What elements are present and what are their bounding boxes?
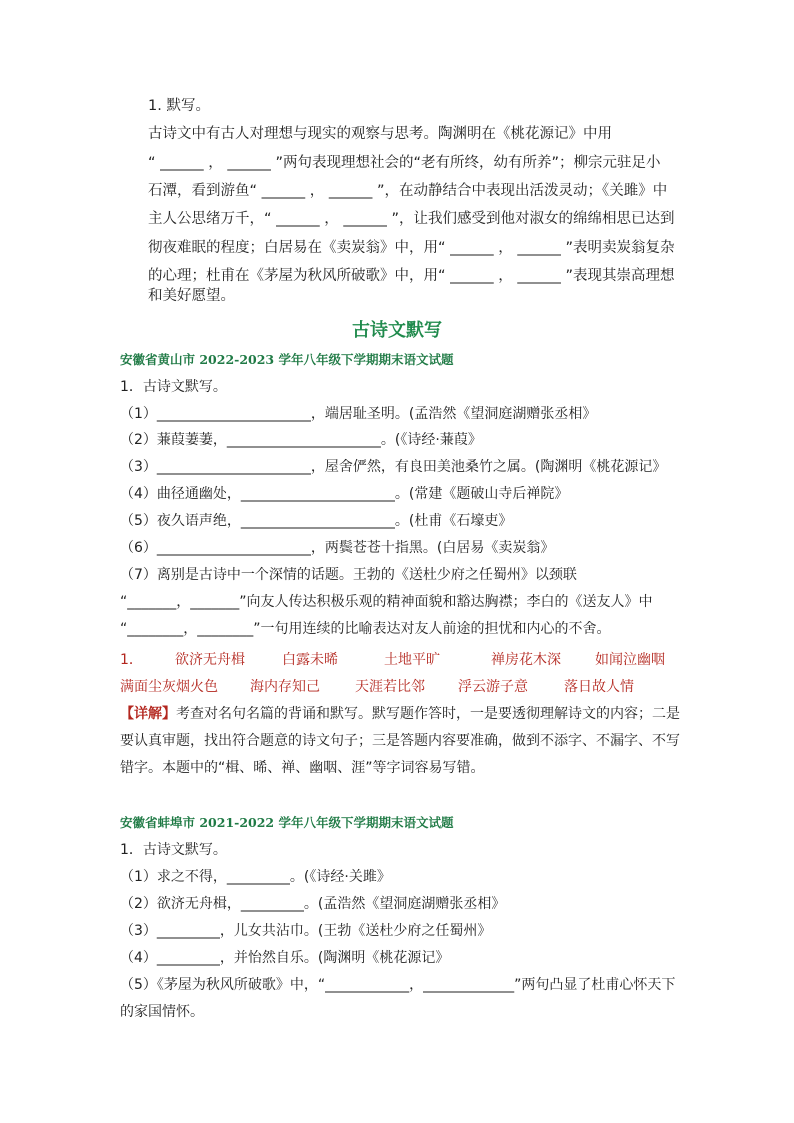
question-label: 1．古诗文默写。 xyxy=(120,842,227,858)
page-title: 古诗文默写 xyxy=(352,320,442,341)
detail-text: 考查对名句名篇的背诵和默写。默写题作答时，一是要透彻理解诗文的内容；二是 xyxy=(176,706,680,722)
fill-blank-item: （2）蒹葭萋萋，______________________。(《诗经·蒹葭》 xyxy=(120,432,482,448)
section-source-heading: 安徽省蚌埠市 2021-2022 学年八年级下学期期末语文试题 xyxy=(120,815,454,830)
answer-row xyxy=(120,650,665,670)
intro-question-heading: 1. 默写。 xyxy=(148,98,210,114)
section-source-heading: 安徽省黄山市 2022-2023 学年八年级下学期期末语文试题 xyxy=(120,352,454,367)
fill-blank-item: “_______，_______”向友人传达积极乐观的精神面貌和豁达胸襟；李白的《送友人》中 xyxy=(120,594,653,610)
intro-question-line: 石潭，看到游鱼“ ______ ， ______ ”，在动静结合中表现出活泼灵动；《关雎》中 xyxy=(148,183,668,199)
answer-item: 白露未晞 xyxy=(282,652,338,668)
fill-blank-item: （3）______________________，屋舍俨然，有良田美池桑竹之属。(陶渊明《桃花源记》 xyxy=(120,459,667,475)
answer-item: 天涯若比邻 xyxy=(355,679,425,695)
answer-item: 满面尘灰烟火色 xyxy=(120,679,218,695)
fill-blank-item: （4）曲径通幽处，______________________。(常建《题破山寺后禅院》 xyxy=(120,486,569,502)
intro-question-line: 主人公思绪万千，“ ______ ， ______ ”，让我们感受到他对淑女的绵绵相思已达到 xyxy=(148,211,675,227)
detail-paragraph-line xyxy=(120,704,680,724)
detail-tag: 【详解】 xyxy=(120,706,176,722)
fill-blank-item: （6）______________________，两鬓苍苍十指黑。(白居易《卖炭翁》 xyxy=(120,540,555,556)
fill-blank-item: “________，________”一句用连续的比喻表达对友人前途的担忧和内心的不舍。 xyxy=(120,621,611,637)
answer-item: 落日故人情 xyxy=(564,679,634,695)
intro-question-line: 古诗文中有古人对理想与现实的观察与思考。陶渊明在《桃花源记》中用 xyxy=(148,126,612,142)
answer-item: 如闻泣幽咽 xyxy=(595,652,665,668)
answer-number: 1． xyxy=(120,652,143,668)
question-label: 1．古诗文默写。 xyxy=(120,379,227,395)
intro-question-line: 彻夜难眠的程度；白居易在《卖炭翁》中，用“ ______ ， ______ ”表明卖炭翁复杂 xyxy=(148,240,675,256)
answer-item: 海内存知己 xyxy=(250,679,320,695)
fill-blank-item: （5）夜久语声绝，______________________。(杜甫《石壕吏》 xyxy=(120,513,513,529)
answer-item: 欲济无舟楫 xyxy=(175,652,245,668)
fill-blank-item: （3）_________，儿女共沾巾。(王勃《送杜少府之任蜀州》 xyxy=(120,923,492,939)
fill-blank-item: 的家国情怀。 xyxy=(120,1004,204,1020)
fill-blank-item: （2）欲济无舟楫，_________。(孟浩然《望洞庭湖赠张丞相》 xyxy=(120,896,506,912)
answer-item: 浮云游子意 xyxy=(458,679,528,695)
fill-blank-item: （1）______________________，端居耻圣明。(孟浩然《望洞庭湖赠张丞相》 xyxy=(120,406,597,422)
detail-paragraph-line: 错字。本题中的“楫、晞、禅、幽咽、涯”等字词容易写错。 xyxy=(120,760,485,776)
fill-blank-item: （1）求之不得，_________。(《诗经·关雎》 xyxy=(120,869,391,885)
fill-blank-item: （7）离别是古诗中一个深情的话题。王勃的《送杜少府之任蜀州》以颈联 xyxy=(120,567,577,583)
fill-blank-item: （5）《茅屋为秋风所破歌》中，“____________，_____________”两句凸显了杜甫心怀天下 xyxy=(120,977,676,993)
answer-row xyxy=(120,677,634,697)
answer-item: 土地平旷 xyxy=(384,652,440,668)
answer-item: 禅房花木深 xyxy=(491,652,561,668)
intro-question-line: “ ______ ， ______ ”两句表现理想社会的“老有所终，幼有所养”；柳宗元驻足小 xyxy=(148,155,661,171)
detail-paragraph-line: 要认真审题，找出符合题意的诗文句子；三是答题内容要准确，做到不添字、不漏字、不写 xyxy=(120,733,680,749)
intro-question-line: 和美好愿望。 xyxy=(148,288,235,304)
fill-blank-item: （4）_________，并怡然自乐。(陶渊明《桃花源记》 xyxy=(120,950,450,966)
intro-question-line: 的心理；杜甫在《茅屋为秋风所破歌》中，用“ ______ ， ______ ”表现其崇高理想 xyxy=(148,268,675,284)
